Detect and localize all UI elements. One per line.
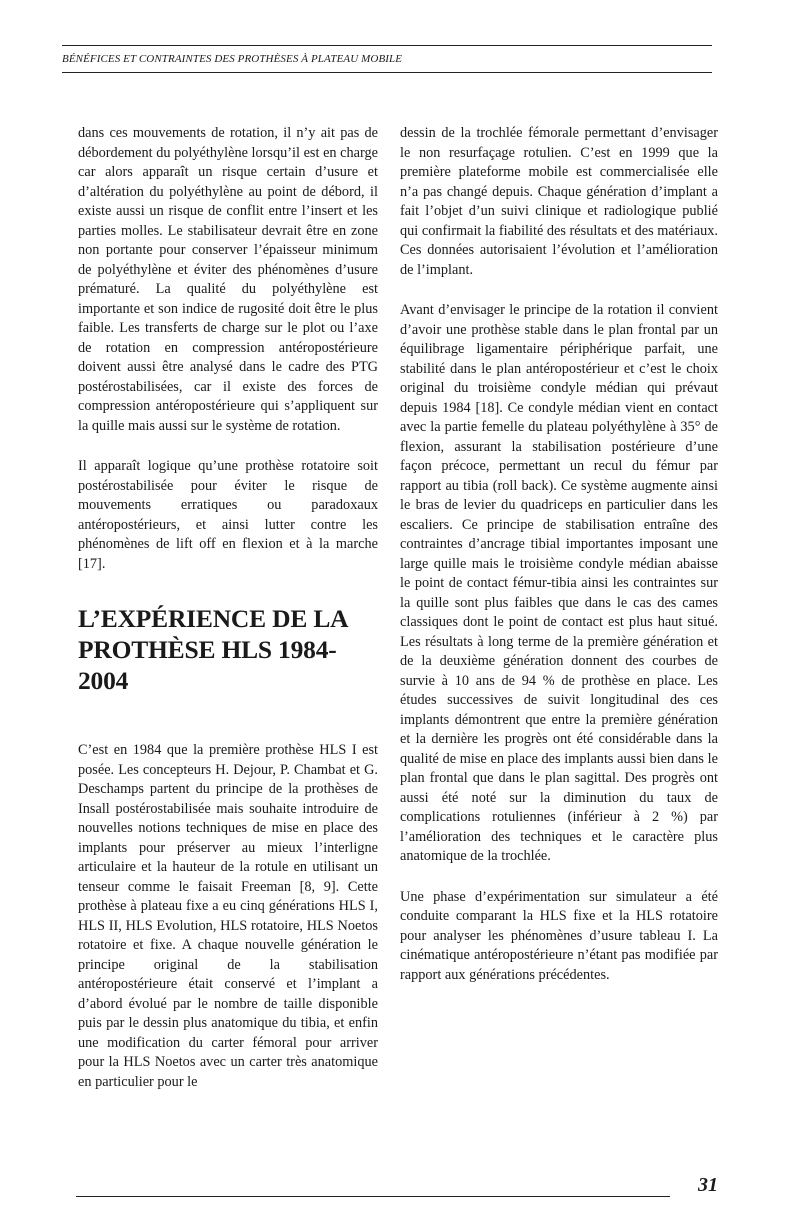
left-column [78,124,378,1092]
page-number: 31 [698,1174,718,1196]
footer-rule [76,1196,670,1197]
header-rule-top [62,45,712,46]
right-paragraph-2: Avant d’envisager le principe de la rotation il convient d’avoir une prothèse stable dans le plan frontal par un équilibrage ligamentaire périphérique parfait, une stabilité dans le plan antéropostérieur et c’est le choix original du troisième condyle médian qui prévaut depuis 1984 [18]. Ce condyle médian vient en contact avec la partie femelle du plateau polyéthylène à 35° de flexion, assurant la stabilisation postérieure d’une façon précoce, permettant un recul du fémur par rapport au tibia (roll back). Ce système augmente ainsi le bras de levier du quadriceps en particulier dans les escaliers. Ce principe de stabilisation entraîne des contraintes d’ancrage tibial importantes imposant une large quille mais le troisième condyle médian abaisse le point de contact fémur-tibia ainsi les contraintes sur la quille sont plus faibles que dans le cas des cames classiques dont le point de contact est plus haut situé. Les résultats à long terme de la première génération et de la deuxième génération donnent des courbes de survie à 10 ans de 94 % de prothèse en place. Les études successives de suivit longitudinal des ces implants démontrent que entre la première génération et la dernière les progrès ont été considérable dans la qualité de mise en place des implants aussi bien dans le plan frontal que dans le plan sagittal. Des progrès ont aussi été noté sur la diminution du taux de complications rotuliennes (inférieur à 2 %) par l’amélioration des techniques et le caractère plus anatomique de la trochlée. [400,302,718,864]
left-paragraph-1: dans ces mouvements de rotation, il n’y ait pas de débordement du polyéthylène lorsqu’il est en charge car alors apparaît un risque certain d’usure et d’altération du polyéthylène au point de débord, il existe aussi un risque de conflit entre l’insert et les parties molles. Le stabilisateur devrait être en zone non portante pour conserver l’épaisseur minimum de polyéthylène et éviter des phénomènes d’usure prématuré. La qualité du polyéthylène est importante et son indice de rugosité doit être le plus faible. Les transferts de charge sur le plot ou l’axe de rotation en compression antéropostérieure doivent aussi être analysé dans le cadre des PTG postérostabilisées, car il existe des forces de compression antéropostérieure qui s’appliquent sur la quille mais aussi sur le système de rotation. [78,125,378,434]
right-paragraph-3: Une phase d’expérimentation sur simulateur a été conduite comparant la HLS fixe et la HLS rotatoire pour analyser les phénomènes d’usure tableau I. La cinématique antéropostérieure n’étant pas modifiée par rapport aux générations précédentes. [400,888,718,983]
running-head: BÉNÉFICES ET CONTRAINTES DES PROTHÈSES À PLATEAU MOBILE [62,53,403,65]
right-paragraph-1: dessin de la trochlée fémorale permettant d’envisager le non resurfaçage rotulien. C’est en 1999 que la première plateforme mobile est commercialisée elle n’a pas changé depuis. Chaque génération d’implant a fait l’objet d’un suivi clinique et radiologique publié qui confirmait la fiabilité des résultats et des matériaux. Ces données autorisaient l’évolution et l’amélioration de l’implant. [400,125,719,278]
section-title [78,603,378,696]
left-paragraph-2: Il apparaît logique qu’une prothèse rotatoire soit postérostabilisée pour éviter le risque de mouvements erratiques ou paradoxaux antéropostérieurs, et ainsi lutter contre les phénomènes de lift off en flexion et à la marche [17]. [78,458,378,572]
right-column [400,124,718,985]
left-paragraph-3: C’est en 1984 que la première prothèse HLS I est posée. Les concepteurs H. Dejour, P. Chambat et G. Deschamps partent du principe de la prothèses de Insall postérostabilisée mais souhaite introduire de nouvelles notions techniques de mise en place des implants pour préserver au mieux l’interligne articulaire et la hauteur de la rotule en utilisant un tenseur comme le faisait Freeman [8, 9]. Cette prothèse à plateau fixe a eu cinq générations HLS I, HLS II, HLS Evolution, HLS rotatoire, HLS Noetos rotatoire et fixe. A chaque nouvelle génération le principe original de la stabilisation antéropostérieure était conservé et l’implant a d’abord évolué par le nombre de taille disponible puis par le dessin plus anatomique du tibia, et enfin une modification du carter fémoral pour arriver pour la HLS Noetos avec un carter très anatomique en particulier pour le [78,742,378,1090]
header-rule-bottom [62,72,712,73]
section-title-line-2: PROTHÈSE HLS 1984-2004 [78,635,337,695]
section-title-line-1: L’EXPÉRIENCE DE LA [78,604,349,633]
